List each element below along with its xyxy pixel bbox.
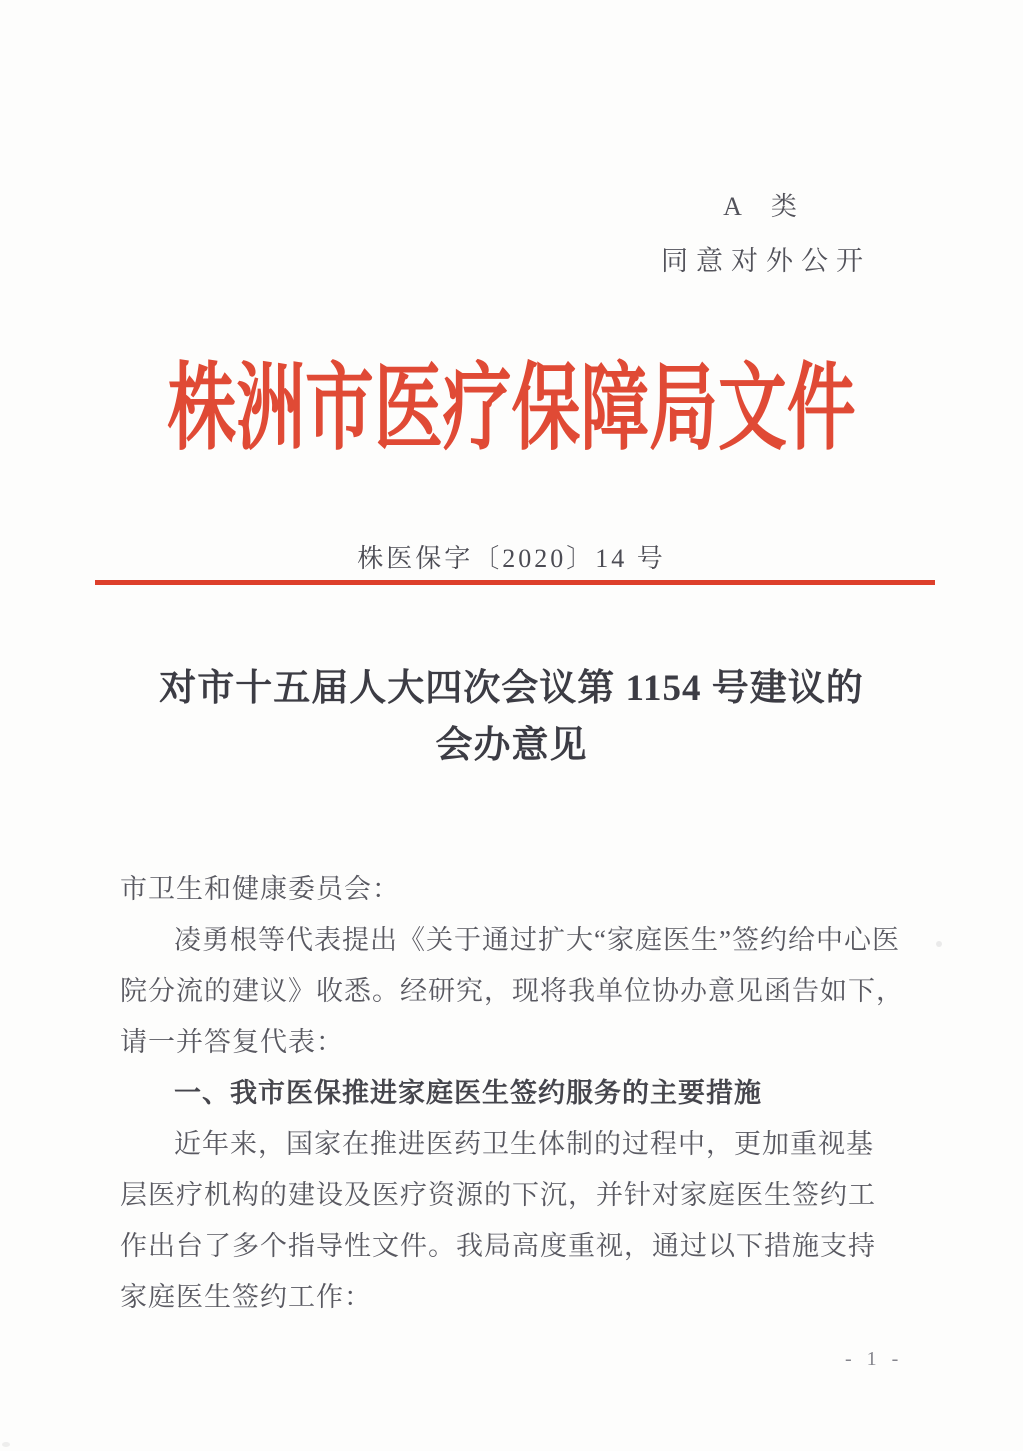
- document-number: 株医保字〔2020〕14 号: [357, 544, 666, 573]
- document-title-line1: 对市十五届人大四次会议第 1154 号建议的: [159, 668, 864, 709]
- scan-speckle: [2, 1442, 10, 1447]
- publicity-note: 同意对外公开: [661, 246, 871, 276]
- page-number: - 1 -: [845, 1348, 904, 1370]
- red-divider-rule: [95, 580, 935, 585]
- paragraph2-line2: 层医疗机构的建设及医疗资源的下沉，并针对家庭医生签约工: [120, 1180, 876, 1210]
- issuer-banner: 株洲市医疗保障局文件: [167, 357, 856, 463]
- classification-label: A 类: [723, 192, 809, 221]
- paragraph1-line1: 凌勇根等代表提出《关于通过扩大“家庭医生”签约给中心医: [174, 925, 900, 955]
- paragraph1-line3: 请一并答复代表：: [120, 1027, 344, 1057]
- document-body: [120, 864, 915, 1323]
- classification-block: [652, 186, 880, 278]
- paragraph2-line3: 作出台了多个指导性文件。我局高度重视，通过以下措施支持: [120, 1231, 876, 1261]
- salutation-line: 市卫生和健康委员会：: [120, 874, 400, 904]
- scan-speckle: [936, 941, 942, 947]
- paragraph2-line1: 近年来，国家在推进医药卫生体制的过程中，更加重视基: [174, 1129, 874, 1159]
- section-heading: 一、我市医保推进家庭医生签约服务的主要措施: [174, 1078, 762, 1108]
- paragraph1-line2: 院分流的建议》收悉。经研究，现将我单位协办意见函告如下，: [120, 976, 904, 1006]
- paragraph2-line4: 家庭医生签约工作：: [120, 1282, 372, 1312]
- document-title-line2: 会办意见: [435, 725, 588, 766]
- document-title: [0, 660, 1023, 774]
